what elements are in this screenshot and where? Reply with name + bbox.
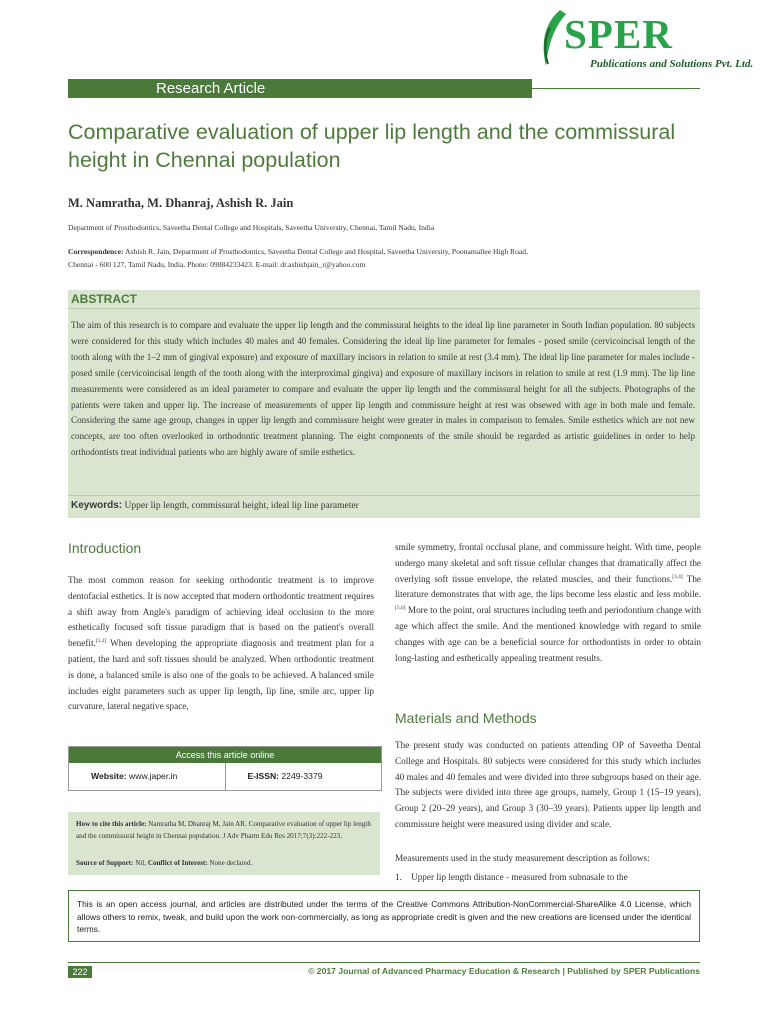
conflict-value: None declared. bbox=[207, 859, 253, 867]
correspondence-label: Correspondence: bbox=[68, 247, 124, 256]
cite-text: Namratha M, Dhanraj M, Jain AR. Comparative evaluation of upper lip length and the commissural height in Chennai population. J Adv Pharm Edu Res 2017;7(3):222-223. bbox=[76, 820, 371, 840]
introduction-paragraph-2 bbox=[395, 540, 701, 666]
methods-heading: Materials and Methods bbox=[395, 710, 537, 726]
abstract-box bbox=[68, 290, 700, 518]
list-number: 1. bbox=[395, 872, 402, 882]
license-text: This is an open access journal, and articles are distributed under the terms of the Creative Commons Attribution-NonCommercial-ShareAlike 4.0 License, which allows others to remix, tweak, and build upon the work non-commercially, as long as appropriate credit is given and the new creations are licensed under the identical terms. bbox=[77, 899, 691, 934]
citation-ref: [3,4] bbox=[672, 573, 683, 580]
footer-rule bbox=[68, 962, 700, 963]
conflict-label: Conflict of Interest: bbox=[146, 859, 208, 867]
intro-text-a: The most common reason for seeking orthodontic treatment is to improve dentofacial esthetics. It is now accepted that modern orthodontic treatment requires a shift away from Angle's paradigm of achieving ideal occlusion to the more esthetically focused soft tissue paradigm that is based on the patient's overall benefit. bbox=[68, 575, 374, 649]
authors: M. Namratha, M. Dhanraj, Ashish R. Jain bbox=[68, 196, 294, 210]
abstract-divider bbox=[68, 308, 700, 309]
website-label: Website: bbox=[91, 771, 127, 781]
correspondence-line1: Ashish R. Jain, Department of Prosthodontics, Saveetha Dental College and Hospital, Saveetha University, Poonamallee High Road, bbox=[123, 247, 528, 256]
affiliation: Department of Prosthodontics, Saveetha Dental College and Hospitals, Saveetha University, Chennai, Tamil Nadu, India bbox=[68, 223, 435, 232]
support-label: Source of Support: bbox=[76, 859, 134, 867]
how-to-cite bbox=[76, 818, 374, 842]
keywords-divider bbox=[68, 495, 700, 496]
logo-subtitle: Publications and Solutions Pvt. Ltd. bbox=[590, 58, 754, 70]
intro-text-e: More to the point, oral structures including teeth and periodontium change with age which affect the smile. And the mentioned knowledge with regard to smile changes with age can be a beneficial source for orthodontists in order to obtain long-lasting and esthetically appealing treatment results. bbox=[395, 605, 701, 663]
correspondence bbox=[68, 245, 708, 271]
access-heading: Access this article online bbox=[69, 747, 381, 763]
methods-paragraph-1: The present study was conducted on patients attending OP of Saveetha Dental College and Hospitals. 80 subjects were considered for this study which includes 40 males and 40 females and were divided into three subgroups based on their age. The subjects were divided into three age groups, namely, Group 1 (15–19 years), Group 2 (20–29 years), and Group 3 (30–39 years). Patients upper lip length and commissure height were measured using divider and scale. bbox=[395, 740, 701, 829]
footer-text: © 2017 Journal of Advanced Pharmacy Education & Research | Published by SPER Publications bbox=[308, 966, 700, 976]
eissn-value: 2249-3379 bbox=[279, 771, 323, 781]
page-number: 222 bbox=[68, 966, 92, 978]
citation-ref: [5,6] bbox=[395, 605, 406, 612]
cite-label: How to cite this article: bbox=[76, 820, 147, 828]
intro-text-b: When developing the appropriate diagnosis and treatment plan for a patient, the hard and soft tissues should be analyzed. When orthodontic treatment is done, a balanced smile is also one of the goals to be achieved. A balanced smile includes eight parameters such as upper lip length, lip line, smile arc, upper lip curvature, lateral negative space, bbox=[68, 638, 374, 712]
license-box bbox=[68, 890, 700, 942]
methods-paragraph-2: Measurements used in the study measurement description as follows: bbox=[395, 853, 650, 863]
website-link[interactable]: www.japer.in bbox=[126, 771, 178, 781]
keywords-label: Keywords: bbox=[71, 500, 123, 511]
support-conflict bbox=[76, 857, 374, 869]
access-website bbox=[69, 763, 226, 790]
list-text: Upper lip length distance - measured from subnasale to the bbox=[411, 872, 628, 882]
keywords-text: Upper lip length, commissural height, ideal lip line parameter bbox=[122, 501, 359, 511]
methods-list-item-1 bbox=[395, 870, 701, 886]
article-type-banner bbox=[68, 79, 532, 98]
support-value: Nil, bbox=[133, 859, 147, 867]
abstract-body: The aim of this research is to compare and evaluate the upper lip length and the commissural heights to the ideal lip line parameter in South Indian population. 80 subjects were considered for this study which includes 40 males and 40 females. Considering the ideal lip line parameter for females - posed smile (cervicoincisal length of the tooth along with the 1–2 mm of gingival exposure) and exposure of maxillary incisors in relation to smile at rest (3.4 mm). The ideal lip line parameter for males include - posed smile (cervicoincisal length of the tooth along with the interproximal gingiva) and exposure of maxillary incisors in relation to smile at rest (1.9 mm). The lip line measurements were considered as an ideal parameter to compare and evaluate the upper lip length and the commissural height for all the subjects. Photographs of the patients were taken and upper lip. The increase of measurements of upper lip length and commissure height at rest was obsewed with age in both male and female. Considering the same age group, changes in upper lip length and commissure height were greater in males in comparison to females. Smile esthetics which are not new concepts, are too often overlooked in orthodontic treatment planning. The eight components of the smile should be regarded as artistic guidelines in order to help orthodontists treat individual patients who are highly aware of smile esthetics. bbox=[71, 320, 695, 458]
access-eissn bbox=[226, 763, 382, 790]
introduction-paragraph-1 bbox=[68, 573, 374, 715]
article-title: Comparative evaluation of upper lip length and the commissural height in Chennai population bbox=[68, 120, 676, 172]
introduction-heading: Introduction bbox=[68, 540, 142, 556]
keywords bbox=[71, 500, 359, 511]
access-online-box bbox=[68, 746, 382, 791]
abstract-heading: ABSTRACT bbox=[71, 292, 137, 306]
eissn-label: E-ISSN: bbox=[247, 771, 280, 781]
citation-ref: [1,2] bbox=[95, 638, 107, 645]
intro-text-c: smile symmetry, frontal occlusal plane, and commissure height. With time, people undergo many skeletal and soft tissue cellular changes that dramatically affect the overlying soft tissue envelope, the related muscles, and their functions. bbox=[395, 542, 701, 584]
banner-rule bbox=[532, 88, 700, 89]
article-type-label: Research Article bbox=[156, 80, 266, 97]
citation-box bbox=[68, 812, 380, 875]
correspondence-line2: Chennai - 600 127, Tamil Nadu, India. Phone: 09884233423. E-mail: dr.ashishjain_r@yahoo.com bbox=[68, 260, 366, 269]
publisher-logo bbox=[538, 8, 754, 74]
logo-name: SPER bbox=[564, 11, 673, 57]
intro-text-d: The literature demonstrates that with age, the lips become less elastic and less mobile. bbox=[395, 573, 701, 600]
